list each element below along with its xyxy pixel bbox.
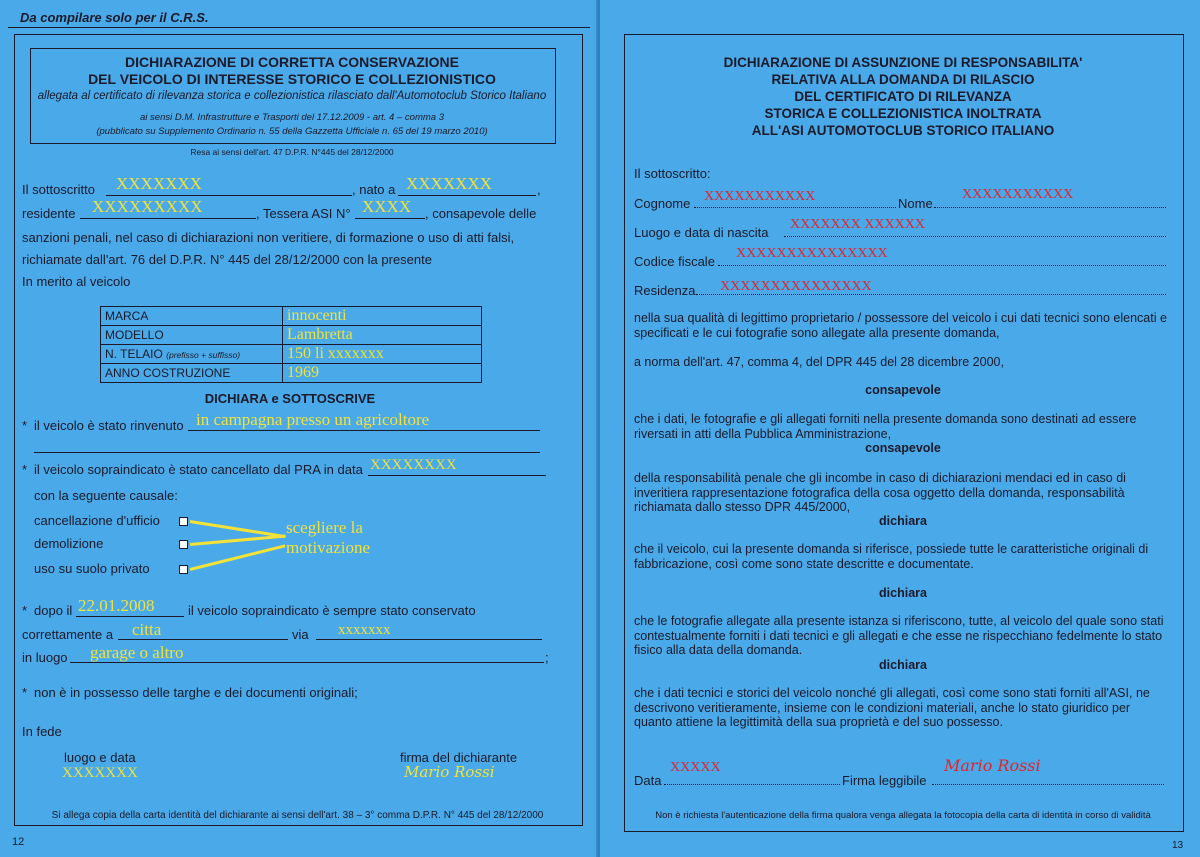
field-cognome[interactable]: XXXXXXXXXXX <box>704 189 816 204</box>
paragraph-dati: che i dati, le fotografie e gli allegati forniti nella presente domanda sono destinati ad essere riversati in atti della Pubblica Amministrazione, <box>634 412 1137 441</box>
rinvenuto-line[interactable] <box>188 430 540 431</box>
left-page <box>0 0 598 857</box>
label-data: Data <box>634 773 662 788</box>
field-luogo-data[interactable]: XXXXXXX <box>62 765 138 781</box>
left-title-line1: DICHIARAZIONE DI CORRETTA CONSERVAZIONE <box>125 54 459 70</box>
text-sanzioni: sanzioni penali, nel caso di dichiarazioni non veritiere, di formazione o uso di atti falsi, <box>22 230 515 245</box>
page-number-left: 12 <box>12 836 25 848</box>
data-line[interactable] <box>664 784 840 785</box>
top-note: Da compilare solo per il C.R.S. <box>20 10 209 25</box>
nome-line[interactable] <box>934 207 1166 208</box>
label-conservato: il veicolo sopraindicato è sempre stato conservato <box>188 603 476 618</box>
vehicle-label-cell <box>101 326 283 345</box>
paragraph-dati-tecnici: che i dati tecnici e storici del veicolo nonché gli allegati, così come sono stati forniti all'ASI, ne descrivono veritieramente, insieme con le condizioni materiali, anche lo stato giuridico per quanto attiene la legittimità della sua proprietà e del suo possesso. <box>634 686 1150 729</box>
label-sottoscritto: Il sottoscritto <box>22 182 95 197</box>
heading-dichiara1: dichiara <box>879 514 927 528</box>
field-data[interactable]: XXXXX <box>670 760 721 775</box>
vehicle-label: MODELLO <box>105 328 164 342</box>
label-residente: residente <box>22 206 76 221</box>
field-nome[interactable]: XXXXXXXXXXX <box>962 187 1074 202</box>
label-consapevole: , consapevole delle <box>425 206 537 221</box>
in-fede: In fede <box>22 724 62 739</box>
heading-dichiara2: dichiara <box>879 586 927 600</box>
field-cancellato[interactable]: XXXXXXXX <box>370 457 457 473</box>
left-title-line2: DEL VEICOLO DI INTERESSE STORICO E COLLEZIONISTICO <box>88 71 496 87</box>
paragraph-caratteristiche: che il veicolo, cui la presente domanda si riferisce, possiede tutte le caratteristiche originali di fabbricazione, così come sono state descritte e documentate. <box>634 542 1149 571</box>
field-nato[interactable]: XXXXXXX <box>406 174 492 193</box>
vehicle-value-cell[interactable] <box>283 307 482 326</box>
paragraph-fotografie: che le fotografie allegate alla presente istanza si riferiscono, tutte, al veicolo del quale sono stati contestualmente forniti i dati tecnici e gli allegati e che esse ne rispecchiano fedelmente lo stato fisico alla data della domanda. <box>634 614 1164 657</box>
left-legal-line2: (pubblicato su Supplemento Ordinario n. 55 della Gazzetta Ufficiale n. 65 del 19 marzo 2010) <box>96 126 488 137</box>
vehicle-row <box>101 326 482 345</box>
label-causale: con la seguente causale: <box>34 488 178 503</box>
field-sottoscritto[interactable]: XXXXXXX <box>116 174 202 193</box>
sottoscritto-line[interactable] <box>106 195 352 196</box>
vehicle-value-cell[interactable] <box>283 345 482 364</box>
bullet: * <box>22 418 28 433</box>
bullet: * <box>22 603 28 618</box>
checkbox-suolo-privato[interactable] <box>179 565 188 574</box>
vehicle-value[interactable]: 150 li xxxxxxx <box>287 345 384 362</box>
vehicle-label-cell <box>101 307 283 326</box>
vehicle-value-cell[interactable] <box>283 326 482 345</box>
right-title-line2: RELATIVA ALLA DOMANDA DI RILASCIO <box>771 72 1035 87</box>
vehicle-label: MARCA <box>105 309 149 323</box>
left-legal-line1: ai sensi D.M. Infrastrutture e Trasporti del 17.12.2009 - art. 4 – comma 3 <box>140 112 444 123</box>
field-luogo[interactable]: garage o altro <box>90 643 184 662</box>
label-rinvenuto: il veicolo è stato rinvenuto <box>34 418 184 433</box>
paragraph-qualita: nella sua qualità di legittimo proprietario / possessore del veicolo i cui dati tecnici sono elencati e specificati e le cui fotografie sono allegate alla presente domanda, <box>634 311 1167 340</box>
left-footer: Si allega copia della carta identità del dichiarante ai sensi dell'art. 38 – 3° comma D.P.R. N° 445 del 28/12/2000 <box>51 810 544 821</box>
label-cancellato: il veicolo sopraindicato è stato cancellato dal PRA in data <box>34 462 363 477</box>
right-page <box>600 0 1200 857</box>
field-residente[interactable]: XXXXXXXXX <box>92 197 203 216</box>
residente-line[interactable] <box>80 218 256 219</box>
right-title-line5: ALL'ASI AUTOMOTOCLUB STORICO ITALIANO <box>751 123 1055 138</box>
field-tessera[interactable]: XXXX <box>362 197 412 216</box>
left-subtitle: allegata al certificato di rilevanza storica e collezionistica rilasciato dall'Automotoclub Storico Italiano <box>37 90 547 102</box>
right-title-line4: STORICA E COLLEZIONISTICA INOLTRATA <box>764 106 1042 121</box>
label-targhe: non è in possesso delle targhe e dei documenti originali; <box>34 685 358 700</box>
field-codice-fiscale[interactable]: XXXXXXXXXXXXXXX <box>736 246 888 261</box>
field-rinvenuto[interactable]: in campagna presso un agricoltore <box>196 410 430 429</box>
vehicle-value-cell[interactable] <box>283 364 482 383</box>
paragraph-responsabilita: della responsabilità penale che gli incombe in caso di dichiarazioni mendaci ed in caso di inveritiera rappresentazione fotografica della cosa oggetto della domanda, responsabilità richiamata dallo stesso DPR 445/2000, <box>634 471 1126 514</box>
tessera-line[interactable] <box>355 218 425 219</box>
field-via[interactable]: xxxxxxx <box>338 622 391 638</box>
luogo-nascita-line[interactable] <box>784 236 1166 237</box>
vehicle-row <box>101 307 482 326</box>
vehicle-value[interactable]: Lambretta <box>287 326 353 343</box>
dopo-line[interactable] <box>76 616 184 617</box>
cognome-line[interactable] <box>694 207 896 208</box>
option-suolo-privato: uso su suolo privato <box>34 561 150 576</box>
label-firma: firma del dichiarante <box>400 750 518 765</box>
bullet: * <box>22 462 28 477</box>
label-nome: Nome <box>898 196 933 211</box>
label-firma-leggibile: Firma leggibile <box>842 773 927 788</box>
option-demolizione: demolizione <box>34 536 104 551</box>
annotation-text1: scegliere la <box>286 518 363 537</box>
comma: , <box>537 182 541 197</box>
text-in-merito: In merito al veicolo <box>22 274 131 289</box>
vehicle-row <box>101 345 482 364</box>
checkbox-demolizione[interactable] <box>179 540 188 549</box>
firma-line[interactable] <box>932 784 1164 785</box>
label-nato: , nato a <box>352 182 396 197</box>
annotation-text2: motivazione <box>286 538 371 557</box>
top-rule <box>8 27 590 28</box>
signature-left: Mario Rossi <box>404 763 495 781</box>
label-dopo: dopo il <box>34 603 73 618</box>
vehicle-label-cell <box>101 364 283 383</box>
label-via: via <box>292 627 309 642</box>
vehicle-note: (prefisso + suffisso) <box>166 350 241 360</box>
label-luogo-data: luogo e data <box>64 750 136 765</box>
heading-consapevole1: consapevole <box>865 383 941 397</box>
option-cancellazione: cancellazione d'ufficio <box>34 513 160 528</box>
nato-line[interactable] <box>398 195 536 196</box>
right-title-line1: DICHIARAZIONE DI ASSUNZIONE DI RESPONSABILITA' <box>723 55 1083 70</box>
label-tessera: , Tessera ASI N° <box>256 206 351 221</box>
vehicle-label: N. TELAIO <box>105 347 163 361</box>
vehicle-value[interactable]: innocenti <box>287 307 347 324</box>
checkbox-cancellazione[interactable] <box>179 517 188 526</box>
vehicle-row <box>101 364 482 383</box>
label-codice-fiscale: Codice fiscale <box>634 254 715 269</box>
vehicle-label: ANNO COSTRUZIONE <box>105 366 231 380</box>
left-resa: Resa ai sensi dell'art. 47 D.P.R. N°445 del 28/12/2000 <box>190 147 394 157</box>
paragraph-norma: a norma dell'art. 47, comma 4, del DPR 445 del 28 dicembre 2000, <box>634 355 1004 369</box>
field-residenza[interactable]: XXXXXXXXXXXXXXX <box>720 279 872 294</box>
field-citta[interactable]: citta <box>132 620 162 639</box>
label-in-luogo: in luogo <box>22 650 68 665</box>
bullet: * <box>22 685 28 700</box>
heading-dichiara3: dichiara <box>879 658 927 672</box>
right-title-line3: DEL CERTIFICATO DI RILEVANZA <box>794 89 1012 104</box>
codice-fiscale-line[interactable] <box>718 265 1166 266</box>
text-richiamate: richiamate dall'art. 76 del D.P.R. N° 445 del 28/12/2000 con la presente <box>22 252 432 267</box>
right-sottoscritto: Il sottoscritto: <box>634 166 711 181</box>
vehicle-value[interactable]: 1969 <box>287 364 319 381</box>
label-cognome: Cognome <box>634 196 691 211</box>
label-luogo-nascita: Luogo e data di nascita <box>634 225 769 240</box>
label-residenza: Residenza <box>634 283 696 298</box>
cancellato-line[interactable] <box>368 475 546 476</box>
vehicle-table <box>100 306 482 383</box>
vehicle-label-cell <box>101 345 283 364</box>
right-footer: Non è richiesta l'autenticazione della firma qualora venga allegata la fotocopia della carta di identità in corso di validità <box>655 810 1151 821</box>
label-correttamente: correttamente a <box>22 627 114 642</box>
page-number-right: 13 <box>1172 840 1184 851</box>
heading-consapevole2: consapevole <box>865 441 941 455</box>
rinvenuto-line2[interactable] <box>34 452 540 453</box>
dichiara-heading: DICHIARA e SOTTOSCRIVE <box>204 391 376 406</box>
signature-right: Mario Rossi <box>944 756 1041 775</box>
semicolon: ; <box>545 650 549 665</box>
field-luogo-nascita[interactable]: XXXXXXX XXXXXX <box>790 217 925 232</box>
via-line[interactable] <box>316 639 542 640</box>
field-dopo[interactable]: 22.01.2008 <box>78 596 155 615</box>
